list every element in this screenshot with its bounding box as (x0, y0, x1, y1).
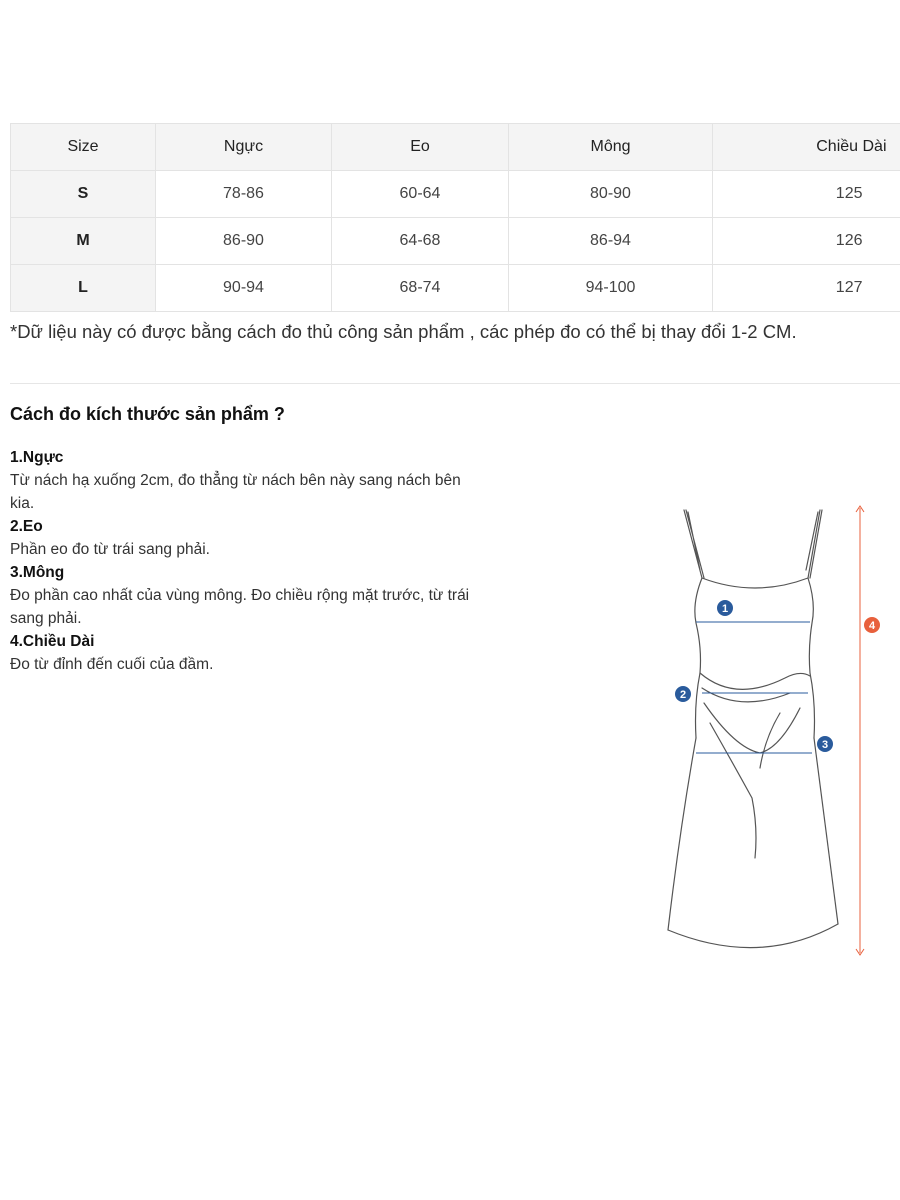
table-row (11, 171, 900, 218)
cell-nguc: 78-86 (156, 171, 332, 218)
guide-item-title: 4.Chiều Dài (10, 633, 95, 650)
guide-title: Cách đo kích thước sản phẩm ? (10, 404, 285, 424)
length-measure (856, 506, 864, 955)
guide-item-title: 2.Eo (10, 518, 43, 535)
marker-1-icon (717, 600, 733, 616)
guide-item-mong (10, 561, 480, 630)
cell-nguc: 86-90 (156, 218, 332, 265)
header-chieu-dai: Chiều Dài (713, 124, 900, 171)
marker-label: 4 (868, 620, 876, 632)
guide-item-desc: Từ nách hạ xuống 2cm, đo thẳng từ nách bên này sang nách bên kia. (10, 472, 461, 512)
cell-eo: 64-68 (332, 218, 509, 265)
cell-mong: 86-94 (509, 218, 713, 265)
dress-measurement-diagram (640, 498, 900, 968)
marker-label: 2 (679, 689, 687, 701)
table-row (11, 265, 900, 312)
cell-eo: 60-64 (332, 171, 509, 218)
marker-2-icon (675, 686, 691, 702)
header-nguc: Ngực (156, 124, 332, 171)
header-eo: Eo (332, 124, 509, 171)
measurement-note: *Dữ liệu này có được bằng cách đo thủ công sản phẩm , các phép đo có thể bị thay đổi 1-2 CM. (10, 321, 797, 342)
header-size: Size (11, 124, 156, 171)
cell-chieu-dai: 125 (713, 171, 900, 218)
measurement-guide-list (10, 446, 480, 676)
section-divider (10, 383, 900, 384)
guide-item-nguc (10, 446, 480, 515)
guide-item-desc: Đo phần cao nhất của vùng mông. Đo chiều rộng mặt trước, từ trái sang phải. (10, 587, 470, 627)
cell-mong: 94-100 (509, 265, 713, 312)
marker-3-icon (817, 736, 833, 752)
guide-item-title: 1.Ngực (10, 449, 64, 466)
table-row (11, 218, 900, 265)
dress-outline (668, 510, 838, 948)
marker-label: 1 (721, 603, 729, 615)
cell-nguc: 90-94 (156, 265, 332, 312)
guide-item-chieu-dai (10, 630, 480, 676)
cell-eo: 68-74 (332, 265, 509, 312)
header-mong: Mông (509, 124, 713, 171)
cell-size: S (11, 171, 156, 218)
table-header-row (11, 124, 900, 171)
marker-4-icon (864, 617, 880, 633)
guide-item-desc: Phần eo đo từ trái sang phải. (10, 541, 210, 558)
cell-mong: 80-90 (509, 171, 713, 218)
guide-item-eo (10, 515, 480, 561)
guide-item-title: 3.Mông (10, 564, 65, 581)
marker-label: 3 (821, 739, 829, 751)
size-table (10, 123, 900, 312)
cell-size: M (11, 218, 156, 265)
cell-chieu-dai: 126 (713, 218, 900, 265)
measurement-lines (696, 622, 812, 753)
cell-size: L (11, 265, 156, 312)
guide-item-desc: Đo từ đỉnh đến cuối của đầm. (10, 656, 214, 673)
cell-chieu-dai: 127 (713, 265, 900, 312)
